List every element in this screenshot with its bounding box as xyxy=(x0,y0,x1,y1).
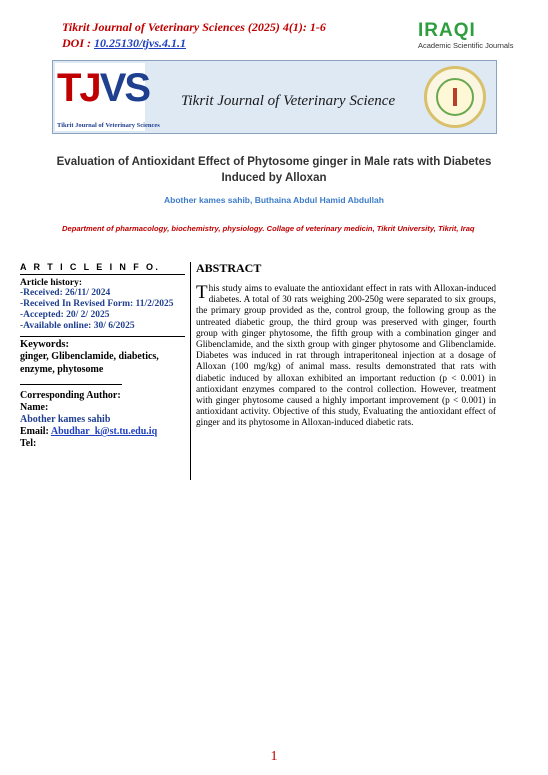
doi-label: DOI : xyxy=(62,36,94,50)
article-history-title: Article history: xyxy=(20,278,82,288)
keywords-divider xyxy=(20,336,185,337)
iraqi-logo-word: IRAQI xyxy=(418,20,476,41)
article-info-heading: A R T I C L E I N F O. xyxy=(20,262,185,275)
column-divider xyxy=(190,262,191,480)
page-number: 1 xyxy=(270,749,278,764)
tjvs-logo-red: TJ xyxy=(57,66,100,110)
history-received: -Received: 26/11/ 2024 xyxy=(20,288,111,298)
email-label: Email: xyxy=(20,426,51,437)
history-online: -Available online: 30/ 6/2025 xyxy=(20,321,135,331)
tjvs-logo xyxy=(55,63,160,131)
abstract-text: his study aims to evaluate the antioxidant effect in rats with Alloxan-induced diabetes. A total of 30 rats weighing 200-250g were separated to six groups, the primary group provided as the, control group, the following group as the untreated diabetic group, the third group was preserved with ginger, fourth group with ginger phytosome, the fifth group with a combination ginger and Glibenclamide, and the sixth group with ginger phytosome and Glibenclamide. Diabetes was induced in rat through intraperitoneal injection at a dosage of Alloxan (100 mg/kg) of animal mass. results demonstrated that rats with diabetic induced by alloxan exhibited an important reduction (p < 0.001) in antioxidant enzymes compared to the control collection. However, treatment with ginger phytosome caused a highly important improvement (p < 0.001) in antioxidant activity. Objective of this study, Evaluating the antioxidant effect of ginger and its phytosome in Alloxan-induced diabetic rats. xyxy=(196,284,496,429)
keywords-label: Keywords: xyxy=(20,339,69,350)
abstract-heading: ABSTRACT xyxy=(196,261,262,275)
paper-title: Evaluation of Antioxidant Effect of Phytosome ginger in Male rats with Diabetes Induced by Alloxan xyxy=(56,156,492,184)
abstract-body xyxy=(196,284,496,430)
abstract-column xyxy=(196,261,496,430)
seal-emblem xyxy=(453,88,457,106)
journal-citation-block xyxy=(62,19,326,51)
history-revised: -Received In Revised Form: 11/2/2025 xyxy=(20,299,174,309)
seal-inner-ring xyxy=(436,78,474,116)
corresponding-divider xyxy=(20,384,122,385)
history-accepted: -Accepted: 20/ 2/ 2025 xyxy=(20,310,110,320)
journal-name: Tikrit Journal of Veterinary Science xyxy=(181,93,396,109)
tjvs-logo-caption: Tikrit Journal of Veterinary Sciences xyxy=(57,122,160,129)
corresponding-author-name: Abother kames sahib xyxy=(20,414,111,425)
journal-citation: Tikrit Journal of Veterinary Sciences (2025) 4(1): 1-6 xyxy=(62,20,326,34)
iraqi-journals-logo xyxy=(418,21,528,53)
name-label: Name: xyxy=(20,402,49,413)
tjvs-logo-blue: VS xyxy=(99,66,150,110)
keywords-text: ginger, Glibenclamide, diabetics, enzyme, phytosome xyxy=(20,351,159,375)
email-line xyxy=(20,426,185,438)
article-info-column xyxy=(20,262,185,450)
corresponding-author-label: Corresponding Author: xyxy=(20,390,121,401)
tikrit-university-seal-icon xyxy=(424,66,486,128)
iraqi-logo-subtitle: Academic Scientific Journals xyxy=(418,41,514,50)
email-link[interactable]: Abudhar_k@st.tu.edu.iq xyxy=(50,426,158,437)
tjvs-logo-letters xyxy=(57,65,149,111)
authors: Abother kames sahib, Buthaina Abdul Hamid Abdullah xyxy=(164,195,384,205)
affiliation: Department of pharmacology, biochemistry, physiology. Collage of veterinary medicin, Tikrit University, Tikrit, Iraq xyxy=(62,224,475,233)
doi-line xyxy=(62,35,326,51)
journal-banner xyxy=(52,60,497,134)
doi-link[interactable]: 10.25130/tjvs.4.1.1 xyxy=(94,36,186,50)
tel-label: Tel: xyxy=(20,438,37,449)
abstract-dropcap: T xyxy=(196,282,208,303)
